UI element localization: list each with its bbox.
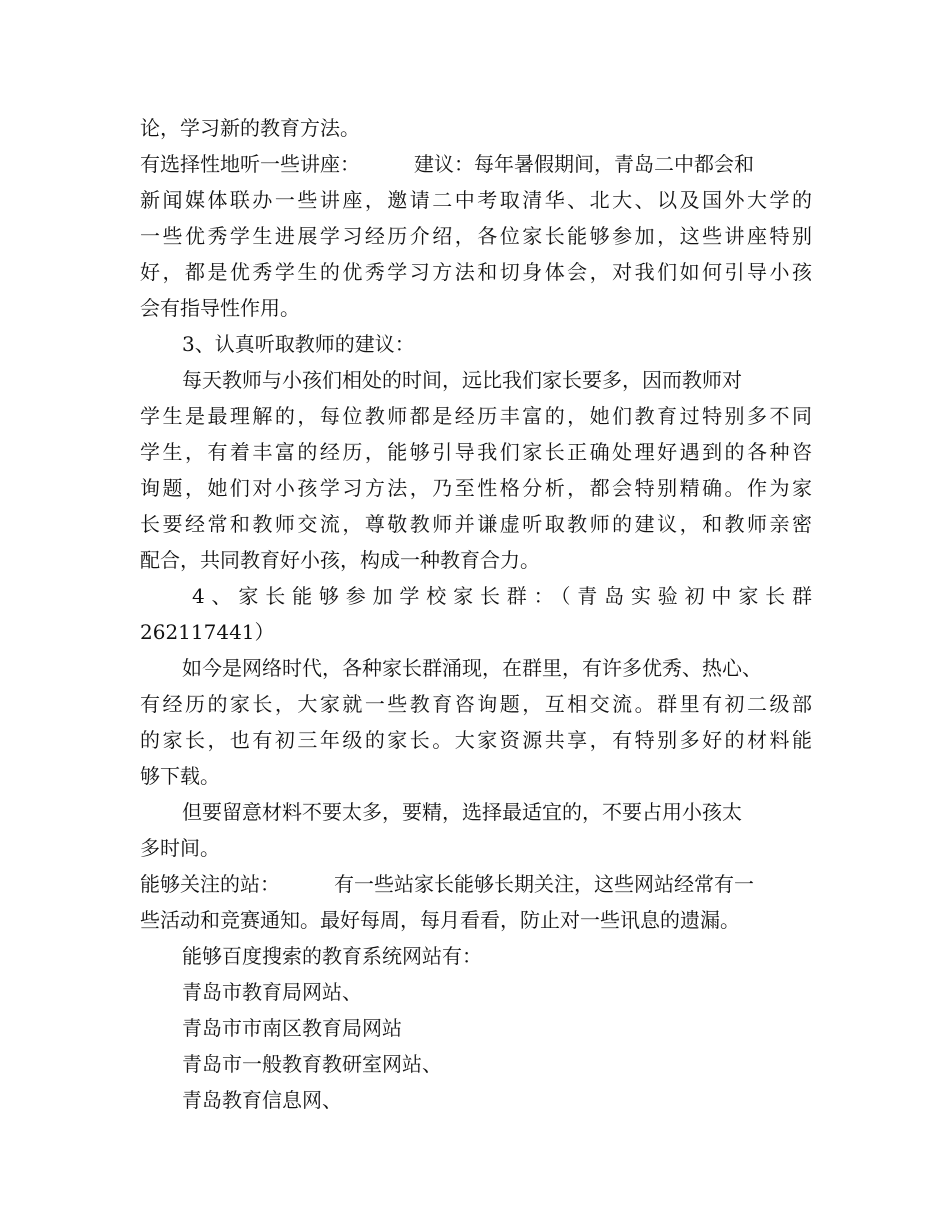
text-line: 会有指导性作用。: [140, 296, 300, 320]
text-line: 些活动和竞赛通知。最好每周，每月看看，防止对一些讯息的遗漏。: [140, 908, 740, 932]
text-line: [140, 869, 754, 899]
section-heading-parent-group: 4、家长能够参加学校家长群：（青岛实验初中家长群: [192, 584, 812, 608]
text-line: 配合，共同教育好小孩，构成一种教育合力。: [140, 548, 540, 572]
text-line: [140, 149, 754, 179]
text-line: 但要留意材料不要太多，要精，选择最适宜的，不要占用小孩太: [182, 800, 742, 824]
group-number: 262117441）: [140, 620, 275, 644]
text-span: 有一些站家长能够长期关注，这些网站经常有一: [334, 872, 754, 896]
text-line: 的家长，也有初三年级的家长。大家资源共享，有特别多好的材料能: [140, 728, 812, 752]
text-span: 建议：每年暑假期间，青岛二中都会和: [414, 152, 754, 176]
text-line: 如今是网络时代，各种家长群涌现，在群里，有许多优秀、热心、: [182, 656, 762, 680]
text-line: 好，都是优秀学生的优秀学习方法和切身体会，对我们如何引导小孩: [140, 260, 812, 284]
text-line: 每天教师与小孩们相处的时间，远比我们家长要多，因而教师对: [182, 368, 742, 392]
text-line: 能够百度搜索的教育系统网站有：: [182, 944, 482, 968]
section-heading-teacher-advice: 3、认真听取教师的建议：: [182, 332, 415, 356]
text-line: 新闻媒体联办一些讲座，邀请二中考取清华、北大、以及国外大学的: [140, 188, 812, 212]
text-line: 论，学习新的教育方法。: [140, 116, 360, 140]
website-list-item: 青岛教育信息网、: [182, 1088, 342, 1112]
section-heading-websites: 能够关注的站：: [140, 872, 280, 896]
text-line: 长要经常和教师交流，尊敬教师并谦虚听取教师的建议，和教师亲密: [140, 512, 812, 536]
website-list-item: 青岛市教育局网站、: [182, 980, 362, 1004]
text-line: 询题，她们对小孩学习方法，乃至性格分析，都会特别精确。作为家: [140, 476, 812, 500]
text-line: 多时间。: [140, 836, 220, 860]
text-line: 学生，有着丰富的经历，能够引导我们家长正确处理好遇到的各种咨: [140, 440, 812, 464]
text-line: 学生是最理解的，每位教师都是经历丰富的，她们教育过特别多不同: [140, 404, 812, 428]
website-list-item: 青岛市市南区教育局网站: [182, 1016, 402, 1040]
text-line: 有经历的家长，大家就一些教育咨询题，互相交流。群里有初二级部: [140, 692, 812, 716]
section-heading-lectures: 有选择性地听一些讲座：: [140, 152, 360, 176]
text-line: 够下载。: [140, 764, 220, 788]
website-list-item: 青岛市一般教育教研室网站、: [182, 1052, 442, 1076]
text-line: 一些优秀学生进展学习经历介绍，各位家长能够参加，这些讲座特别: [140, 224, 812, 248]
